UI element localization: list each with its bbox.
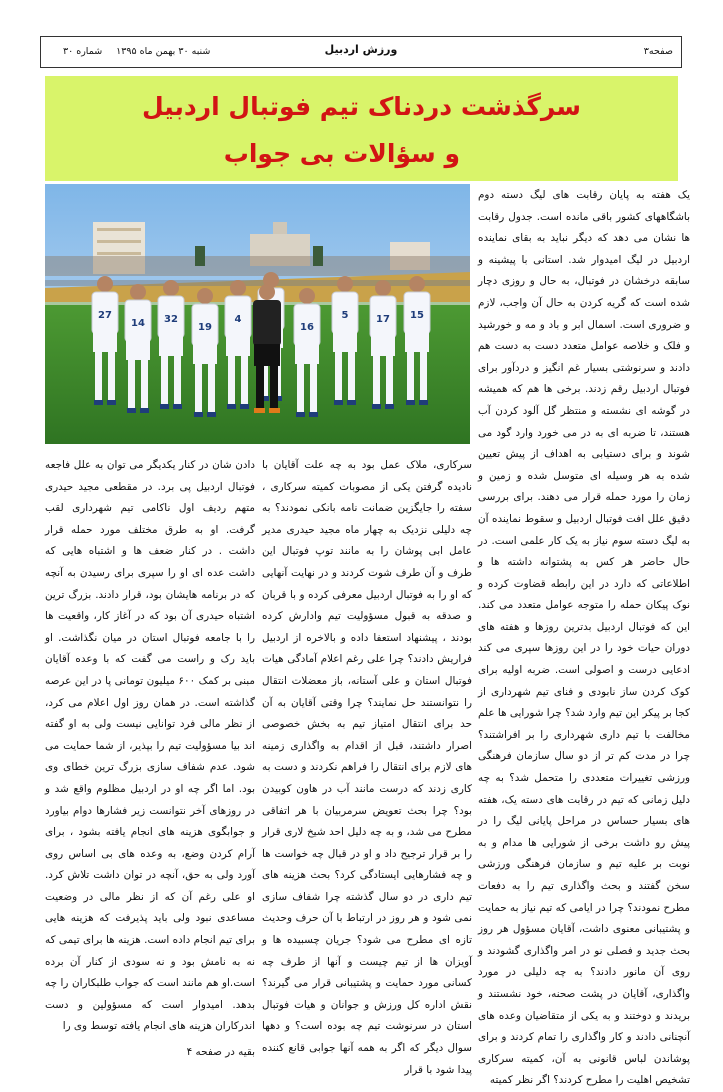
team-photo-image xyxy=(45,184,470,444)
jersey-number: 19 xyxy=(198,322,212,333)
article-text-right: یک هفته به پایان رقابت های لیگ دسته دوم باشگاههای کشور باقی مانده است. جدول رقابت ها نشان می دهد که دیگر نباید به بقای نماینده اردبیل در لیگ امیدوار شد. استانی با پیشینه و سابقه درخشان در فوتبال، به حال و روزی دچار شده است که گریه کردن به حال آن واجب، لازم و ضروری است. اسمال ابر و باد و مه و خورشید و فلک و خلاصه عوامل متعدد دست به دست هم دادند و سرنوشتی بسیار غم انگیز و دردآور برای فوتبال اردبیل رقم زدند. برخی ها هم که همیشه در گوشه ای نشسته و منتظر گل آلود کردن آب هستند، تا ضربه ای به در می خورد وارد گود می شوند و برای دستیابی به اهداف از پیش تعیین شده به هر وسیله ای متوسل شده و زمین و زمان را مورد حمله قرار می دهند. برای بررسی دقیق علل افت فوتبال اردبیل و سقوط نماینده آن به لیگ دسته سوم نیاز به یک کار علمی است. در حال حاضر هر کس به پشتوانه داشته ها و اطلاعاتی که دارد در این رابطه قضاوت کرده و نوک پیکان حمله را متوجه عوامل متعدد می کند. این که فوتبال اردبیل بدترین روزها و هفته های دوران حیات خود را در این روزها سپری می کند ادعایی درست و اصولی است. ضربه اولیه برای کوک کردن ساز نابودی و فنای تیم شهرداری از کجا بر پیکر این تیم وارد شد؟ چرا شورایی ها علم مخالفت با تیم داری شهرداری را بر افراشتند؟ چرا در مدت کم تر از دو سال سازمان فرهنگی ورزشی تغییرات متعددی را متحمل شد؟ به چه دلیل زمانی که تیم در رقابت های دسته یک، هفته های بسیار حساس در مراحل پایانی لیگ را در پیش رو داشت برخی از شورایی ها مدام و به نوبت بر علیه تیم و سازمان فرهنگی ورزشی سخن گفتند و بحث واگذاری تیم را به دفعات مطرح نمودند؟ چرا در ایامی که تیم نیاز به حمایت و پشتیبانی معنوی داشت، آقایان مسؤول هر روز بحث جدید و فصلی نو در امر واگذاری گشودند و روی آن مانور دادند؟ به چه دلیلی در مورد واگذاری، آقایان در پشت صحنه، خود نشستند و بریدند و دوختند و به یکی از متقاضیان وعده های آنچنانی دادند و کار واگذاری را تمام کردند و برای پوشاندن لباس قانونی به آن، کمیته سرکاری تشخیص اهلیت را مطرح کردند؟ اگر نظر کمیته xyxy=(478,189,690,1087)
page-header xyxy=(40,36,682,68)
jersey-number: 14 xyxy=(131,318,145,329)
jersey-number: 27 xyxy=(98,310,112,321)
headline-sub: و سؤالات بی جواب xyxy=(223,139,460,168)
page-number: صفحه۳ xyxy=(643,46,673,57)
jersey-number: 32 xyxy=(164,314,178,325)
team-photo xyxy=(45,184,470,444)
issue-number: شماره ۳۰ xyxy=(63,46,103,57)
players-group xyxy=(92,272,430,417)
jersey-number: 5 xyxy=(341,310,349,321)
headline-box xyxy=(45,76,678,181)
article-column-left xyxy=(45,455,255,1059)
jersey-number: 17 xyxy=(376,314,390,325)
article-text-middle: سرکاری، ملاک عمل بود به چه علت آقایان با نادیده گرفتن یکی از مصوبات کمیته سرکاری ، سفته را جایگزین ضمانت نامه بانکی نمودند؟ به چه دلیلی نزدیک به چهار ماه مجید حیدری مدیر عامل ابی پوشان را به مانند توپ فوتبال این طرف و آن طرف شوت کردند و در نهایت آنهایی که او را به فوتبال اردبیل معرفی کرده و با قربان و صدقه به قبول مسؤولیت تیم وادارش کرده بودند ، پیشنهاد استعفا داده و بالاخره از اردبیل فراریش دادند؟ چرا علی رغم اعلام آمادگی هیات فوتبال استان و علی آستانه، باز معضلات انتقال را نتوانستند حل نمایند؟ چرا وقتی آقایان به آن حد برای انتقال امتیاز تیم به بخش خصوصی اصرار داشتند، قبل از اقدام به واگذاری زمینه های لازم برای انتقال را فراهم نکردند و دست به کاری زدند که درست مانند آب در هاون کوبیدن بود؟ چرا بحث تعویض سرمربیان با هر اتفاقی مطرح می شد، و به چه دلیل احد شیخ لاری قرار را بر قرار ترجیح داد و او در قبال چه خواست ها و چه فشارهایی ایستادگی کرد؟ بحث هزینه های تیم داری در دو سال گذشته چرا شفاف سازی نمی شود و هر روز در ارتباط با آن حرف وحدیث تازه ای مطرح می شود؟ جریان چسبیده ها و آویزان ها از تیم چیست و آنها از طرف چه کسانی مورد حمایت و پشتیبانی قرار می گیرند؟ نقش اداره کل ورزش و جوانان و هیات فوتبال استان در سرنوشت تیم چه بوده است؟ و دهها سوال دیگر که اگر به همه آنها جوابی قانع کننده پیدا شود با قرار xyxy=(262,459,472,1076)
jersey-number: 16 xyxy=(300,322,314,333)
publication-name: ورزش اردبیل xyxy=(324,43,398,56)
headline-main: سرگذشت دردناک تیم فوتبال اردبیل xyxy=(141,92,581,121)
continued-note: بقیه در صفحه ۴ xyxy=(186,1046,255,1059)
article-column-right xyxy=(478,185,690,1087)
jersey-number: 15 xyxy=(410,310,424,321)
jersey-number: 4 xyxy=(234,314,242,325)
article-column-middle xyxy=(262,455,472,1076)
issue-date: شنبه ۳۰ بهمن ماه ۱۳۹۵ xyxy=(116,46,211,57)
issue-info xyxy=(49,46,210,57)
article-text-left: دادن شان در کنار یکدیگر می توان به علل فاجعه فوتبال اردبیل پی برد. در مقطعی مجید حیدری متهم ردیف اول ناکامی تیم شهرداری لقب گرفت. او به طرق مختلف مورد حمله قرار داشت . در کنار ضعف ها و اشتباه هایی که داشت عده ای او را سپری برای رسیدن به آنچه که در برنامه هایشان بود، قرار دادند. بزرگ ترین اشتباه حیدری آن بود که در آغاز کار، واقعیت ها را با جامعه فوتبال استان در میان نگذاشت. او باید رک و راست می گفت که با وعده آقایان مبنی بر کمک ۶۰۰ میلیون تومانی پا در این عرصه گذاشته است. در همان روز اول اعلام می کرد، از نظر مالی فرد توانایی نیست ولی به او گفته اند بیا مسؤولیت تیم را بپذیر، از شما حمایت می شود. عدم شفاف سازی بزرگ ترین خطای وی بود. اما اگر چه او در اردبیل مظلوم واقع شد و در روزهای آخر نتوانست زیر فشارها دوام بیاورد و جوابگوی هزینه های انجام یافته بشود ، برای آرام کردن وضع، به وعده های بی اساس روی آورد ولی به حق، آنچه در توان داشت تلاش کرد. او علی رغم آن که از نظر مالی در وضعیت مساعدی نبود ولی باید پذیرفت که هزینه هایی برای تیم انجام داده است. هزینه ها برای تیمی که نه به نامش بود و نه سودی از کنار آن برده است.او هم مانند است که جواب طلبکاران را چه بدهد. امیدوار است که مسؤولین و دست اندرکاران هزینه های انجام یافته توسط وی را xyxy=(45,459,255,1033)
